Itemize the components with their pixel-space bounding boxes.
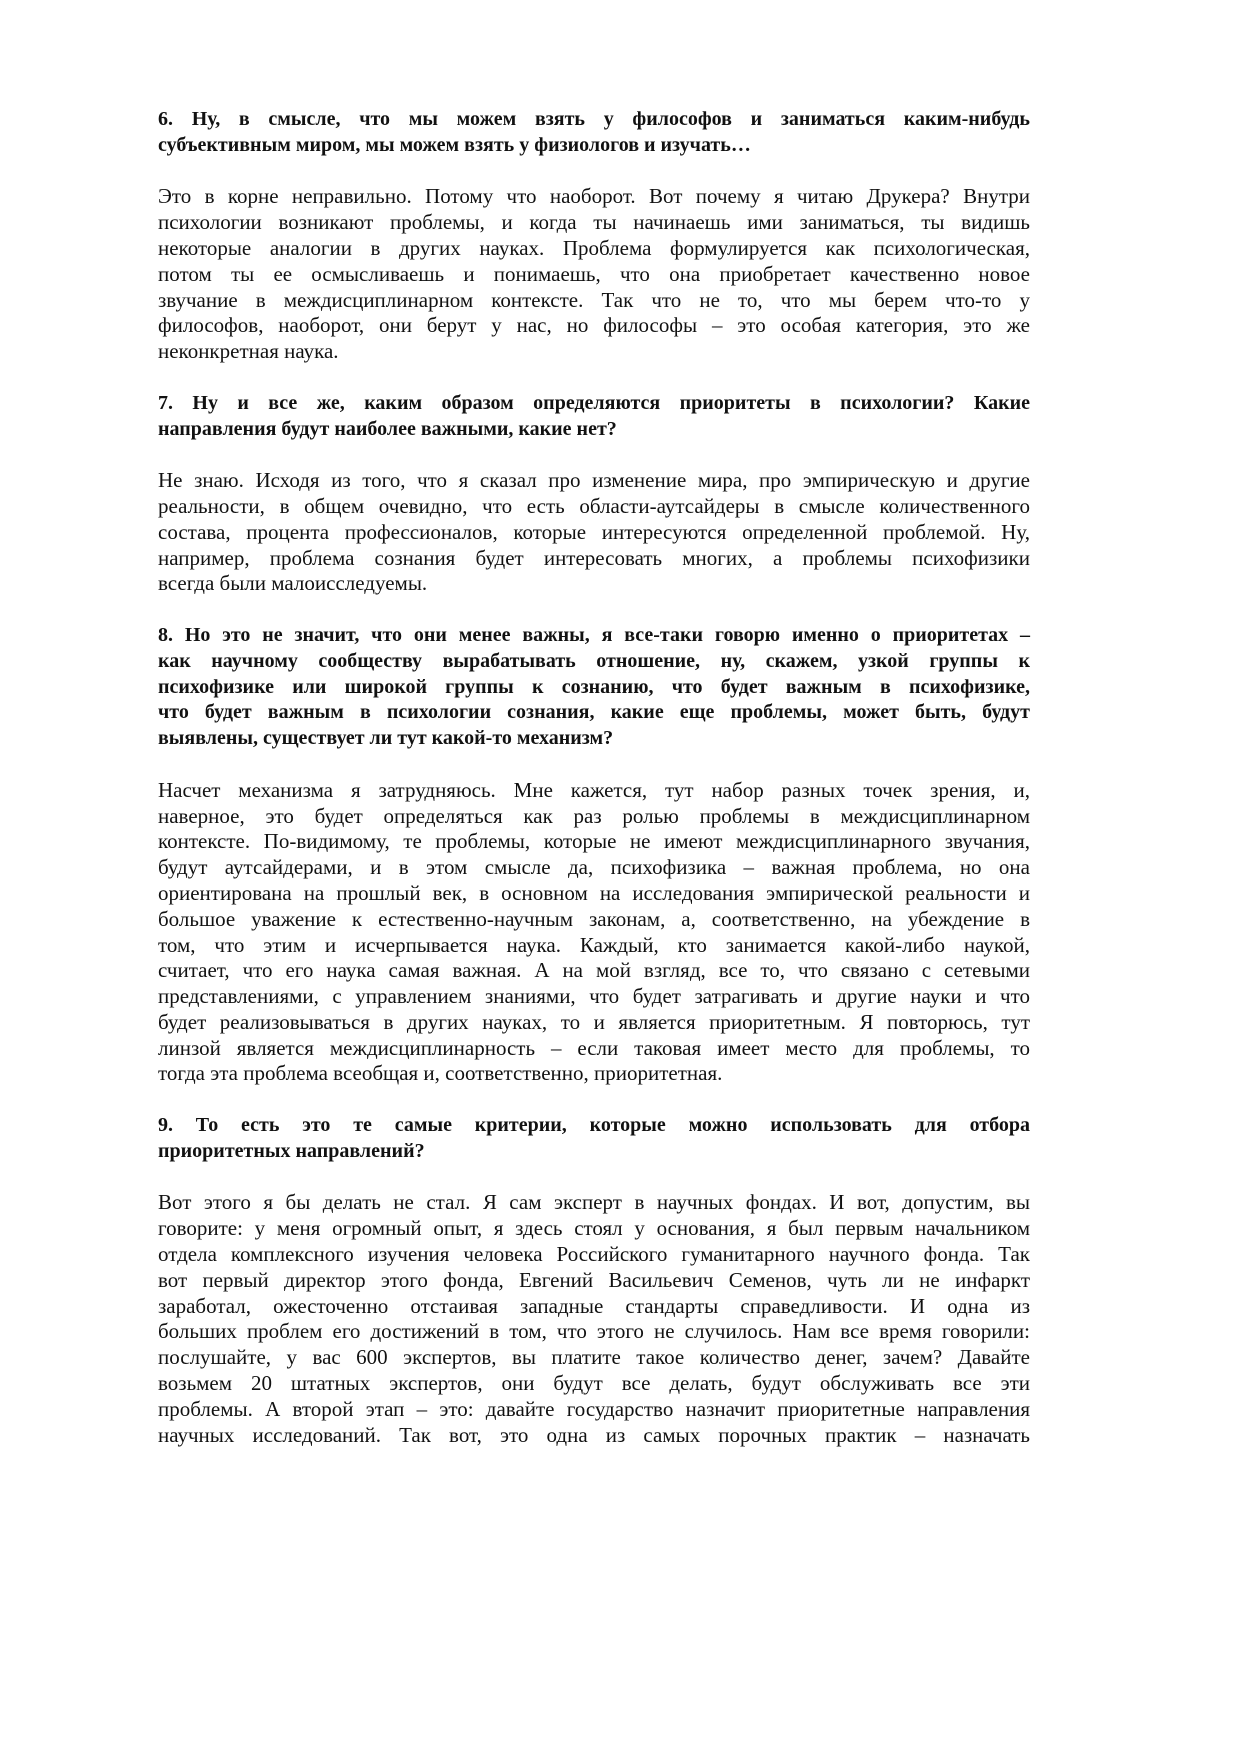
text-line: философов, наоборот, они берут у нас, но философы – это особая категория, это же [158,313,1030,338]
text-line: наверное, это будет определяться как раз ролью проблемы в междисциплинарном [158,803,1030,828]
question-heading [158,107,1030,159]
text-line: будут аутсайдерами, и в этом смысле да, психофизика – важная проблема, но она [158,855,1030,880]
text-line: том, что этим и исчерпывается наука. Каждый, кто занимается какой-либо наукой, [158,932,1030,957]
text-line: 6. Ну, в смысле, что мы можем взять у философов и заниматься каким-нибудь [158,108,1030,130]
text-line: что будет важным в психологии сознания, какие еще проблемы, может быть, будут [158,701,1030,724]
text-line: некоторые аналогии в других науках. Проблема формулируется как психологическая, [158,235,1030,260]
text-line: потом ты ее осмысливаешь и понимаешь, что она приобретает качественно новое [158,261,1030,286]
text-line: выявлены, существует ли тут какой-то механизм? [158,727,614,750]
text-line: реальности, в общем очевидно, что есть области-аутсайдеры в смысле количественного [158,493,1030,518]
answer-paragraph [158,184,1030,365]
text-line: неконкретная наука. [158,339,339,364]
text-line: например, проблема сознания будет интересовать многих, а проблемы психофизики [158,545,1030,570]
text-line: большое уважение к естественно-научным законам, а, соответственно, на убеждение в [158,906,1030,931]
text-line: звучание в междисциплинарном контексте. Так что не то, что мы берем что-то у [158,287,1030,312]
text-line: линзой является междисциплинарность – если таковая имеет место для проблемы, то [158,1035,1030,1060]
text-line: Вот этого я бы делать не стал. Я сам эксперт в научных фондах. И вот, допустим, вы [158,1190,1030,1215]
text-line: представлениями, с управлением знаниями, что будет затрагивать и другие науки и что [158,984,1030,1009]
question-heading [158,623,1030,752]
text-line: Это в корне неправильно. Потому что наоборот. Вот почему я читаю Друкера? Внутри [158,184,1030,209]
text-line: научных исследований. Так вот, это одна из самых порочных практик – назначать [158,1422,1030,1447]
text-line: отдела комплексного изучения человека Российского гуманитарного научного фонда. Так [158,1242,1030,1267]
text-line: заработал, ожесточенно отстаивая западные стандарты справедливости. И одна из [158,1293,1030,1318]
question-heading [158,391,1030,443]
text-line: контексте. По-видимому, те проблемы, которые не имеют междисциплинарного звучания, [158,829,1030,854]
text-line: тогда эта проблема всеобщая и, соответственно, приоритетная. [158,1061,723,1086]
text-line: возьмем 20 штатных экспертов, они будут все делать, будут обслуживать все эти [158,1371,1030,1396]
answer-paragraph [158,468,1030,597]
text-line: будет реализовываться в других науках, то и является приоритетным. Я повторюсь, тут [158,1009,1030,1034]
text-line: проблемы. А второй этап – это: давайте государство назначит приоритетные направления [158,1396,1030,1421]
text-line: направления будут наиболее важными, какие нет? [158,417,617,440]
text-line: Насчет механизма я затрудняюсь. Мне кажется, тут набор разных точек зрения, и, [158,777,1030,802]
answer-paragraph [158,778,1030,1088]
text-line: больших проблем его достижений в том, что этого не случилось. Нам все время говорили: [158,1319,1030,1344]
text-line: ориентирована на прошлый век, в основном на исследования эмпирической реальности и [158,880,1030,905]
text-line: Не знаю. Исходя из того, что я сказал про изменение мира, про эмпирическую и другие [158,468,1030,493]
text-line: состава, процента профессионалов, которые интересуются определенной проблемой. Ну, [158,519,1030,544]
text-line: субъективным миром, мы можем взять у физиологов и изучать… [158,133,751,156]
document-page [158,107,1030,1474]
text-line: психологии возникают проблемы, и когда ты начинаешь ими заниматься, ты видишь [158,210,1030,235]
text-line: считает, что его наука самая важная. А на мой взгляд, все то, что связано с сетевыми [158,958,1030,983]
text-line: послушайте, у вас 600 экспертов, вы платите такое количество денег, зачем? Давайте [158,1345,1030,1370]
text-line: вот первый директор этого фонда, Евгений Васильевич Семенов, чуть ли не инфаркт [158,1267,1030,1292]
text-line: приоритетных направлений? [158,1139,425,1162]
text-line: 7. Ну и все же, каким образом определяются приоритеты в психологии? Какие [158,391,1030,414]
text-line: 9. То есть это те самые критерии, которые можно использовать для отбора [158,1114,1030,1137]
text-line: всегда были малоисследуемы. [158,571,428,596]
question-heading [158,1113,1030,1165]
answer-paragraph [158,1190,1030,1448]
text-line: 8. Но это не значит, что они менее важны, я все-таки говорю именно о приоритетах – [158,623,1030,646]
text-line: говорите: у меня огромный опыт, я здесь стоял у основания, я был первым начальником [158,1216,1030,1241]
text-line: как научному сообществу вырабатывать отношение, ну, скажем, узкой группы к [158,649,1030,672]
text-line: психофизике или широкой группы к сознанию, что будет важным в психофизике, [158,675,1030,698]
